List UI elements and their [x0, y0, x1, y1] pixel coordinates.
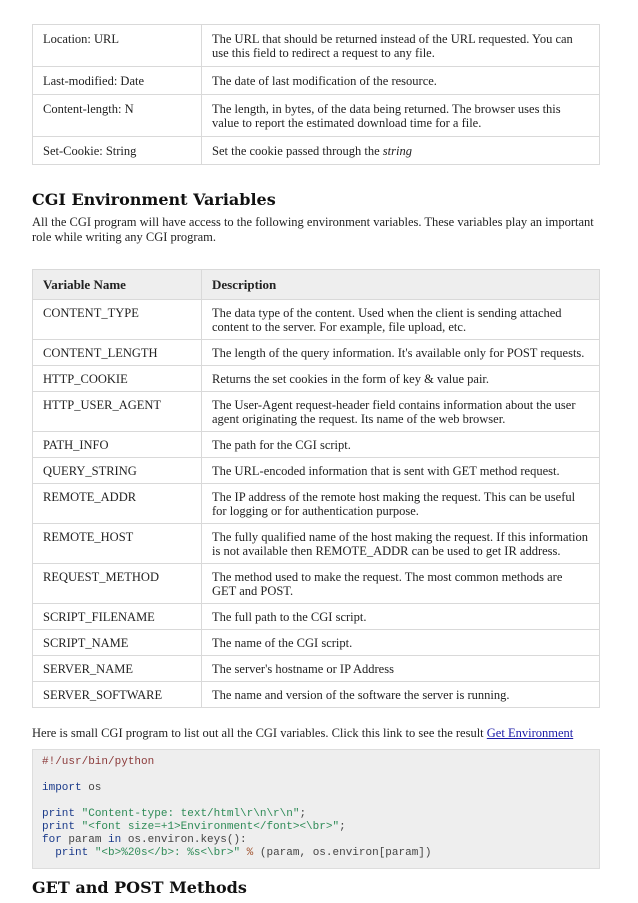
code-import-kw: import	[42, 782, 82, 794]
description-text: The method used to make the request. The most common methods are GET and POST.	[212, 570, 563, 598]
description-cell	[202, 682, 600, 708]
table-row	[33, 524, 600, 564]
variable-name-cell: HTTP_COOKIE	[33, 366, 202, 392]
description-text: The data type of the content. Used when the client is sending attached content to the server. For example, file upload, etc.	[212, 306, 562, 334]
code-print-kw: print	[55, 847, 89, 859]
cgi-env-table	[32, 269, 600, 708]
description-text: The fully qualified name of the host making the request. If this information is not available then REMOTE_ADDR can be used to get IR address.	[212, 530, 588, 558]
variable-name-cell: HTTP_USER_AGENT	[33, 392, 202, 432]
table-row	[33, 484, 600, 524]
variable-name-cell: CONTENT_TYPE	[33, 300, 202, 340]
description-text: The URL-encoded information that is sent with GET method request.	[212, 464, 560, 478]
variable-name-cell: PATH_INFO	[33, 432, 202, 458]
description-cell	[202, 25, 600, 67]
get-environment-link[interactable]: Get Environment	[486, 726, 574, 740]
description-text: The date of last modification of the resource.	[212, 74, 437, 88]
code-semicolon: ;	[299, 808, 307, 820]
description-text: The IP address of the remote host making the request. This can be useful for logging or for authentication purpose.	[212, 490, 576, 518]
http-header-table	[32, 24, 600, 165]
table-row	[33, 392, 600, 432]
variable-name-cell: REMOTE_HOST	[33, 524, 202, 564]
description-text: The name of the CGI script.	[212, 636, 353, 650]
table-row	[33, 366, 600, 392]
code-line5-args: (param, os.environ[param])	[253, 847, 432, 859]
description-cell	[202, 95, 600, 137]
variable-name-cell: REMOTE_ADDR	[33, 484, 202, 524]
variable-name-cell: SCRIPT_NAME	[33, 630, 202, 656]
description-text: The User-Agent request-header field contains information about the user agent originating the request. Its name of the web browser.	[212, 398, 576, 426]
code-for-rest: param	[61, 834, 109, 846]
variable-name-cell: Content-length: N	[33, 95, 202, 137]
table-row	[33, 656, 600, 682]
table-row	[33, 340, 600, 366]
variable-name-cell: CONTENT_LENGTH	[33, 340, 202, 366]
variable-name-cell: Last-modified: Date	[33, 67, 202, 95]
variable-name-cell: Location: URL	[33, 25, 202, 67]
description-text: The length of the query information. It's available only for POST requests.	[212, 346, 585, 360]
description-cell	[202, 432, 600, 458]
description-emphasis: string	[382, 144, 412, 158]
description-cell	[202, 484, 600, 524]
description-text: The full path to the CGI script.	[212, 610, 367, 624]
variable-name-cell: SCRIPT_FILENAME	[33, 604, 202, 630]
page-content	[32, 24, 600, 897]
code-print-kw: print	[42, 808, 76, 820]
description-text: Set the cookie passed through the	[212, 144, 380, 158]
variable-name-cell: SERVER_NAME	[33, 656, 202, 682]
table-row	[33, 25, 600, 67]
description-cell	[202, 340, 600, 366]
description-cell	[202, 67, 600, 95]
header-description: Description	[202, 270, 600, 300]
description-text: The length, in bytes, of the data being returned. The browser uses this value to report the estimated download time for a file.	[212, 102, 561, 130]
description-cell	[202, 366, 600, 392]
table-row	[33, 564, 600, 604]
code-import-mod: os	[81, 782, 102, 794]
code-print-kw: print	[42, 821, 76, 833]
header-variable-name: Variable Name	[33, 270, 202, 300]
description-text: Returns the set cookies in the form of key & value pair.	[212, 372, 490, 386]
description-cell	[202, 458, 600, 484]
code-line5-pct: %	[246, 847, 254, 859]
code-shebang: #!/usr/bin/python	[42, 756, 155, 768]
description-cell	[202, 300, 600, 340]
code-line5-str: "<b>%20s</b>: %s<\br>"	[94, 847, 241, 859]
cgi-outro	[32, 726, 600, 741]
table-row	[33, 458, 600, 484]
code-line2-str: "<font size=+1>Environment</font><\br>"	[81, 821, 340, 833]
code-line1-str: "Content-type: text/html\r\n\r\n"	[81, 808, 300, 820]
description-cell	[202, 524, 600, 564]
variable-name-cell: REQUEST_METHOD	[33, 564, 202, 604]
code-for-expr: os.environ.keys():	[121, 834, 247, 846]
variable-name-cell: QUERY_STRING	[33, 458, 202, 484]
description-text: The path for the CGI script.	[212, 438, 351, 452]
code-in-kw: in	[108, 834, 122, 846]
table-row	[33, 604, 600, 630]
table-row	[33, 432, 600, 458]
description-text: The URL that should be returned instead of the URL requested. You can use this field to redirect a request to any file.	[212, 32, 573, 60]
code-for-kw: for	[42, 834, 62, 846]
variable-name-cell: Set-Cookie: String	[33, 137, 202, 165]
variable-name-cell: SERVER_SOFTWARE	[33, 682, 202, 708]
code-block	[32, 749, 600, 869]
description-cell	[202, 392, 600, 432]
description-cell	[202, 604, 600, 630]
cgi-env-intro: All the CGI program will have access to the following environment variables. These variables play an important role while writing any CGI program.	[32, 215, 594, 244]
table-row	[33, 95, 600, 137]
description-cell	[202, 137, 600, 165]
table-row	[33, 67, 600, 95]
get-post-heading: GET and POST Methods	[32, 878, 247, 897]
description-text: The server's hostname or IP Address	[212, 662, 394, 676]
table-row	[33, 300, 600, 340]
table-row	[33, 630, 600, 656]
table-row	[33, 137, 600, 165]
description-cell	[202, 630, 600, 656]
description-cell	[202, 564, 600, 604]
table-header-row	[33, 270, 600, 300]
cgi-env-heading: CGI Environment Variables	[32, 190, 276, 209]
description-text: The name and version of the software the server is running.	[212, 688, 510, 702]
code-semicolon: ;	[339, 821, 346, 833]
table-row	[33, 682, 600, 708]
description-cell	[202, 656, 600, 682]
cgi-outro-text: Here is small CGI program to list out all the CGI variables. Click this link to see the result	[32, 726, 484, 740]
